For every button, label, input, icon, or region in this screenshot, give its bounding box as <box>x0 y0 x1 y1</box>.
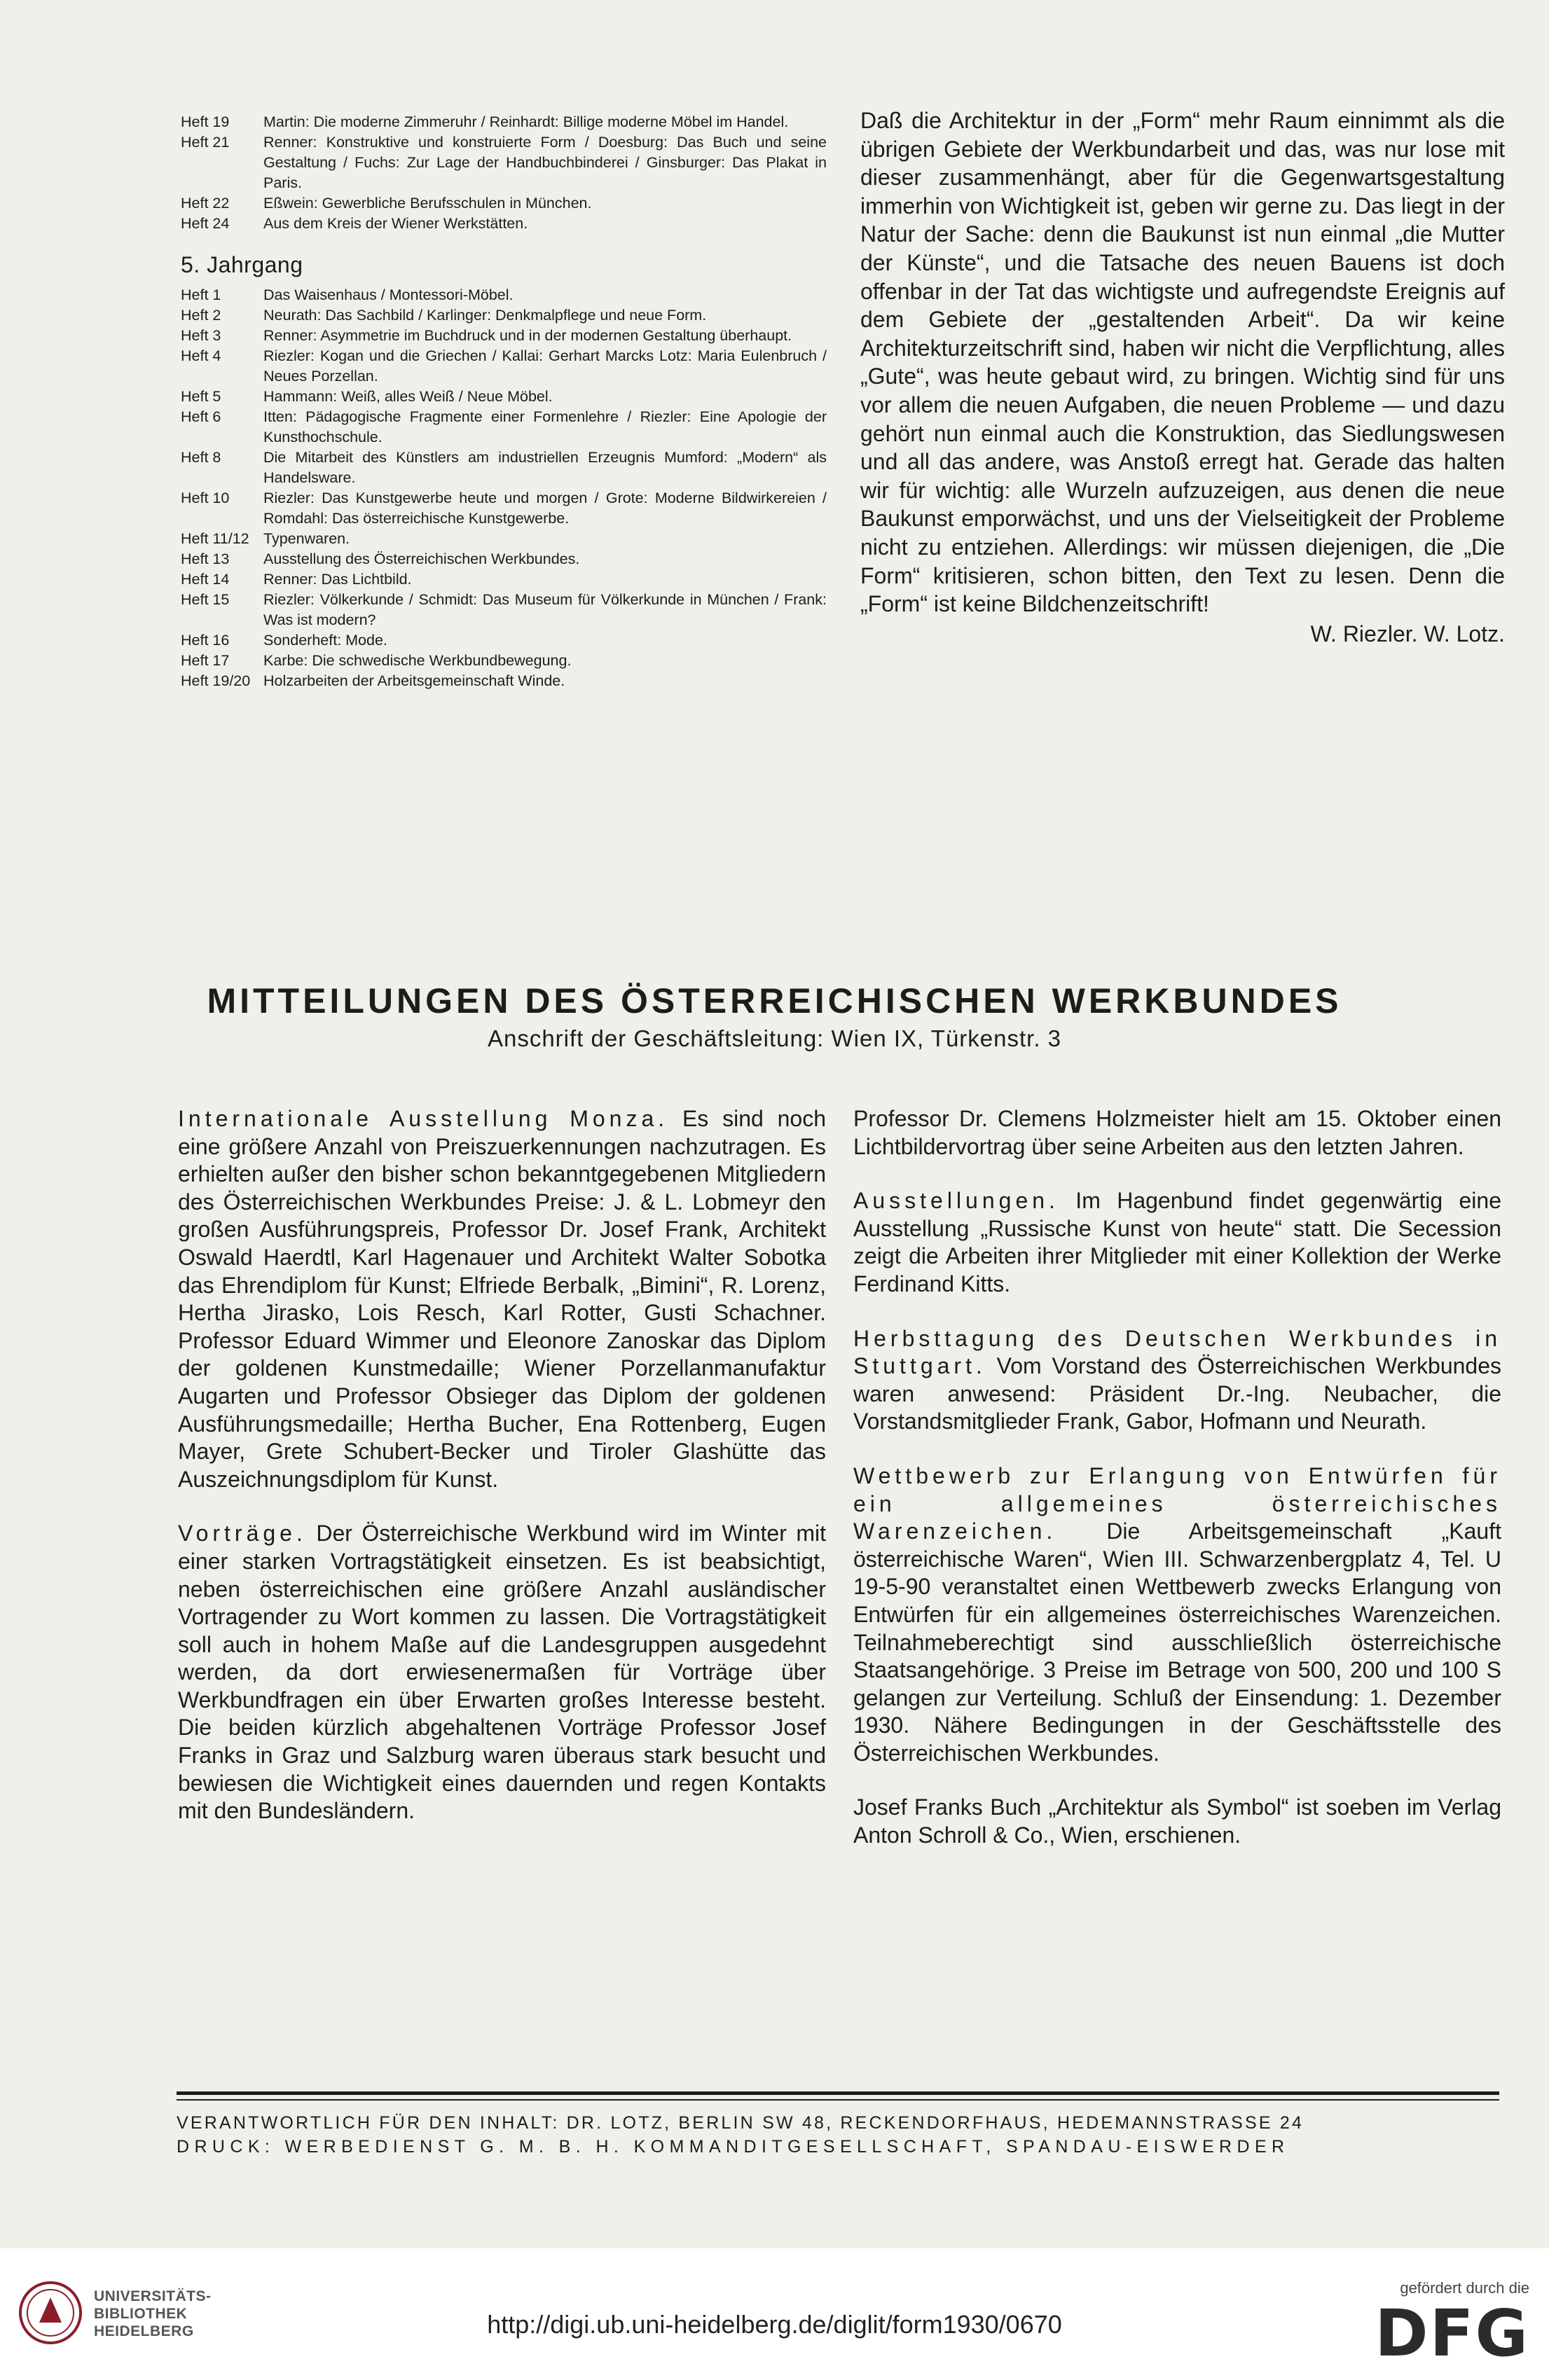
news-item-body: Josef Franks Buch „Architektur als Symbol“ ist soeben im Verlag Anton Schroll & Co., Wien, erschienen. <box>853 1794 1501 1848</box>
news-item-body: Die Arbeitsgemeinschaft „Kauft österreichische Waren“, Wien III. Schwarzenbergplatz 4, Tel. U 19-5-90 veranstaltet einen Wettbewerb zwecks Erlangung von Entwürfen für ein allgemeines österreichisches Warenzeichen. Teilnahmeberechtigt sind ausschließlich österreichische Staatsangehörige. 3 Preise im Betrage von 500, 200 und 100 S gelangen zur Verteilung. Schluß der Einsendung: 1. Dezember 1930. Nähere Bedingungen in der Geschäftsstelle des Österreichischen Werkbundes. <box>853 1518 1501 1766</box>
issue-contents: Riezler: Das Kunstgewerbe heute und morgen / Grote: Moderne Bildwirkereien / Romdahl: Das österreichische Kunstgewerbe. <box>263 490 827 527</box>
issue-number: Heft 15 <box>181 591 230 608</box>
issue-number: Heft 16 <box>181 632 230 649</box>
news-item-heading: Ausstellungen. <box>853 1188 1059 1214</box>
issue-number: Heft 24 <box>181 215 230 232</box>
issue-contents: Itten: Pädagogische Fragmente einer Formenlehre / Riezler: Eine Apologie der Kunsthochschule. <box>263 408 827 445</box>
issue-number: Heft 5 <box>181 388 221 405</box>
essay-signature: W. Riezler. W. Lotz. <box>1310 621 1505 646</box>
news-item <box>178 1105 826 1493</box>
issue-number: Heft 2 <box>181 307 221 324</box>
dfg-logo: DFG <box>1375 2296 1529 2371</box>
issue-number: Heft 1 <box>181 286 221 303</box>
issue-contents: Holzarbeiten der Arbeitsgemeinschaft Winde. <box>263 672 565 689</box>
index-entry <box>181 488 827 529</box>
news-item-heading: Vorträge. <box>178 1521 307 1547</box>
index-entry <box>181 326 827 346</box>
news-item <box>853 1105 1501 1161</box>
news-item-body: Professor Dr. Clemens Holzmeister hielt am 15. Oktober einen Lichtbildervortrag über seine Arbeiten aus den letzten Jahren. <box>853 1106 1501 1159</box>
section-masthead <box>0 979 1549 1052</box>
library-footer-bar <box>0 2248 1549 2380</box>
issue-contents: Karbe: Die schwedische Werkbundbewegung. <box>263 652 572 669</box>
issue-contents: Das Waisenhaus / Montessori-Möbel. <box>263 286 514 303</box>
news-item-heading: Herbsttagung des Deutschen Werkbundes in Stuttgart. <box>853 1325 1501 1379</box>
funder-caption: gefördert durch die <box>1400 2279 1529 2297</box>
news-item-body: Vom Vorstand des Österreichischen Werkbundes waren anwesend: Präsident Dr.-Ing. Neubacher, die Vorstandsmitglieder Frank, Gabor, Hofmann und Neurath. <box>853 1353 1501 1434</box>
issue-contents: Typenwaren. <box>263 530 350 547</box>
news-item-body: Im Hagenbund findet gegenwärtig eine Ausstellung „Russische Kunst von heute“ statt. Die Secession zeigt die Arbeiten ihrer Mitglieder mit einer Kollektion der Werke Ferdinand Kitts. <box>853 1188 1501 1296</box>
news-column-right <box>853 1105 1501 1876</box>
index-entry <box>181 671 827 691</box>
section-title: MITTEILUNGEN DES ÖSTERREICHISCHEN WERKBUNDES <box>207 981 1342 1021</box>
news-item-heading: Wettbewerb zur Erlangung von Entwürfen für ein allgemeines österreichisches Warenzeichen. <box>853 1462 1501 1544</box>
issue-contents: Hammann: Weiß, alles Weiß / Neue Möbel. <box>263 388 553 405</box>
index-entry <box>181 549 827 569</box>
issue-number: Heft 8 <box>181 449 221 466</box>
library-name-line-3: HEIDELBERG <box>94 2323 194 2339</box>
news-item-body: Der Österreichische Werkbund wird im Winter mit einer starken Vortragstätigkeit einsetzen. Es ist beabsichtigt, neben österreichischen eine größere Anzahl ausländischer Vortragender zu Wort kommen zu lassen. Die Vortragstätigkeit soll auch in hohem Maße auf die Landesgruppen ausgedehnt werden, da dort erwiesenermaßen für Vorträge über Werkbundfragen ein über Erwarten großes Interesse besteht. Die beiden kürzlich abgehaltenen Vorträge Professor Josef Franks in Graz und Salzburg waren überaus stark besucht und bewiesen die Wichtigkeit eines dauernden und regen Kontakts mit den Bundesländern. <box>178 1521 826 1824</box>
issue-contents: Renner: Asymmetrie im Buchdruck und in der modernen Gestaltung überhaupt. <box>263 327 792 344</box>
index-entry <box>181 346 827 387</box>
issue-number: Heft 17 <box>181 652 230 669</box>
index-list-previous-year <box>181 112 827 234</box>
issue-contents: Renner: Das Lichtbild. <box>263 571 412 588</box>
section-address: Anschrift der Geschäftsleitung: Wien IX, Türkenstr. 3 <box>487 1025 1062 1051</box>
index-entry <box>181 529 827 549</box>
essay-text: Daß die Architektur in der „Form“ mehr Raum einnimmt als die übrigen Gebiete der Werkbundarbeit und das, was nur lose mit dieser zusammenhängt, aber für die Gegenwartsgestaltung immerhin von Wichtigkeit ist, geben wir gerne zu. Das liegt in der Natur der Sache: denn die Baukunst ist nun einmal „die Mutter der Künste“, und die Tatsache des neuen Bauens ist doch offenbar in der Tat das wichtigste und aufregendste Ereignis auf dem Gebiete der „gestaltenden Arbeit“. Da wir keine Architekturzeitschrift sind, haben wir nicht die Verpflichtung, alles „Gute“, was heute gebaut wird, zu bringen. Wichtig sind für uns vor allem die neuen Aufgaben, die neuen Probleme — und dazu gehört nun einmal auch die Konstruktion, das Siedlungswesen und all das andere, was Anstoß erregt hat. Gerade das halten wir für wichtig: alle Wurzeln aufzuzeigen, aus denen die neue Baukunst emporwächst, und uns der Vielseitigkeit der Probleme nicht zu entziehen. Allerdings: wir müssen diejenigen, die „Die Form“ kritisieren, schon bitten, den Text zu lesen. Denn die „Form“ ist keine Bildchenzeitschrift! <box>860 108 1505 617</box>
issue-index <box>181 112 827 691</box>
library-name-line-2: BIBLIOTHEK <box>94 2306 188 2322</box>
index-entry <box>181 132 827 193</box>
news-item-body: Es sind noch eine größere Anzahl von Preiszuerkennungen nachzutragen. Es erhielten außer den bisher schon bekanntgegebenen Mitgliedern des Österreichischen Werkbundes Preise: J. & L. Lobmeyr den großen Ausführungspreis, Professor Dr. Josef Frank, Architekt Oswald Haerdtl, Karl Hagenauer und Architekt Walter Sobotka das Ehrendiplom für Kunst; Elfriede Berbalk, „Bimini“, R. Lorenz, Hertha Jirasko, Lois Resch, Karl Rotter, Gusti Schachner. Professor Eduard Wimmer und Eleonore Zanoskar das Diplom der goldenen Kunstmedaille; Wiener Porzellanmanufaktur Augarten und Professor Obsieger das Diplom der goldenen Ausführungsmedaille; Hertha Bucher, Ena Rottenberg, Eugen Mayer, Grete Schubert-Becker und Tiroler Glashütte das Auszeichnungsdiplom für Kunst. <box>178 1106 827 1492</box>
issue-number: Heft 10 <box>181 490 230 506</box>
index-entry <box>181 387 827 407</box>
issue-number: Heft 21 <box>181 134 230 151</box>
index-entry <box>181 448 827 488</box>
news-column-left <box>178 1105 826 1852</box>
news-item <box>853 1794 1501 1849</box>
news-item-heading: Internationale Ausstellung Monza. <box>178 1106 669 1131</box>
index-list-current-year <box>181 285 827 691</box>
index-entry <box>181 407 827 448</box>
index-entry <box>181 630 827 651</box>
issue-number: Heft 19 <box>181 113 230 130</box>
index-entry <box>181 590 827 630</box>
index-entry <box>181 651 827 671</box>
issue-contents: Martin: Die moderne Zimmeruhr / Reinhardt: Billige moderne Möbel im Handel. <box>263 113 789 130</box>
issue-number: Heft 13 <box>181 551 230 567</box>
issue-number: Heft 14 <box>181 571 230 588</box>
library-name-line-1: UNIVERSITÄTS- <box>94 2288 212 2304</box>
imprint-line-printer: DRUCK: WERBEDIENST G. M. B. H. KOMMANDITGESELLSCHAFT, SPANDAU-EISWERDER <box>177 2137 1290 2157</box>
index-entry <box>181 112 827 132</box>
index-entry <box>181 569 827 590</box>
issue-contents: Renner: Konstruktive und konstruierte Form / Doesburg: Das Buch und seine Gestaltung / Fuchs: Zur Lage der Handbuchbinderei / Ginsburger: Das Plakat in Paris. <box>263 134 827 191</box>
index-entry <box>181 193 827 214</box>
index-entry <box>181 214 827 234</box>
issue-contents: Eßwein: Gewerbliche Berufsschulen in München. <box>263 195 592 212</box>
issue-number: Heft 4 <box>181 347 221 364</box>
issue-contents: Riezler: Kogan und die Griechen / Kallai: Gerhart Marcks Lotz: Maria Eulenbruch / Neues Porzellan. <box>263 347 827 385</box>
permalink-url[interactable]: http://digi.ub.uni-heidelberg.de/diglit/form1930/0670 <box>487 2310 1062 2339</box>
issue-contents: Ausstellung des Österreichischen Werkbundes. <box>263 551 580 567</box>
imprint-rule-thick <box>177 2091 1499 2095</box>
news-item <box>853 1462 1501 1768</box>
imprint-rule-thin <box>177 2099 1499 2101</box>
issue-contents: Die Mitarbeit des Künstlers am industriellen Erzeugnis Mumford: „Modern“ als Handelsware. <box>263 449 827 486</box>
issue-number: Heft 3 <box>181 327 221 344</box>
issue-number: Heft 6 <box>181 408 221 425</box>
news-item <box>853 1325 1501 1436</box>
issue-contents: Neurath: Das Sachbild / Karlinger: Denkmalpflege und neue Form. <box>263 307 707 324</box>
issue-contents: Aus dem Kreis der Wiener Werkstätten. <box>263 215 528 232</box>
editorial-essay <box>860 106 1505 648</box>
issue-number: Heft 11/12 <box>181 530 249 547</box>
issue-number: Heft 22 <box>181 195 230 212</box>
news-item <box>178 1520 826 1825</box>
news-item <box>853 1187 1501 1298</box>
issue-contents: Sonderheft: Mode. <box>263 632 387 649</box>
index-entry <box>181 305 827 326</box>
jahrgang-heading: 5. Jahrgang <box>181 252 303 277</box>
imprint <box>177 2111 1499 2159</box>
issue-contents: Riezler: Völkerkunde / Schmidt: Das Museum für Völkerkunde in München / Frank: Was ist modern? <box>263 591 827 628</box>
index-entry <box>181 285 827 305</box>
issue-number: Heft 19/20 <box>181 672 251 689</box>
imprint-line-responsible: VERANTWORTLICH FÜR DEN INHALT: DR. LOTZ, BERLIN SW 48, RECKENDORFHAUS, HEDEMANNSTRASSE 24 <box>177 2113 1304 2133</box>
